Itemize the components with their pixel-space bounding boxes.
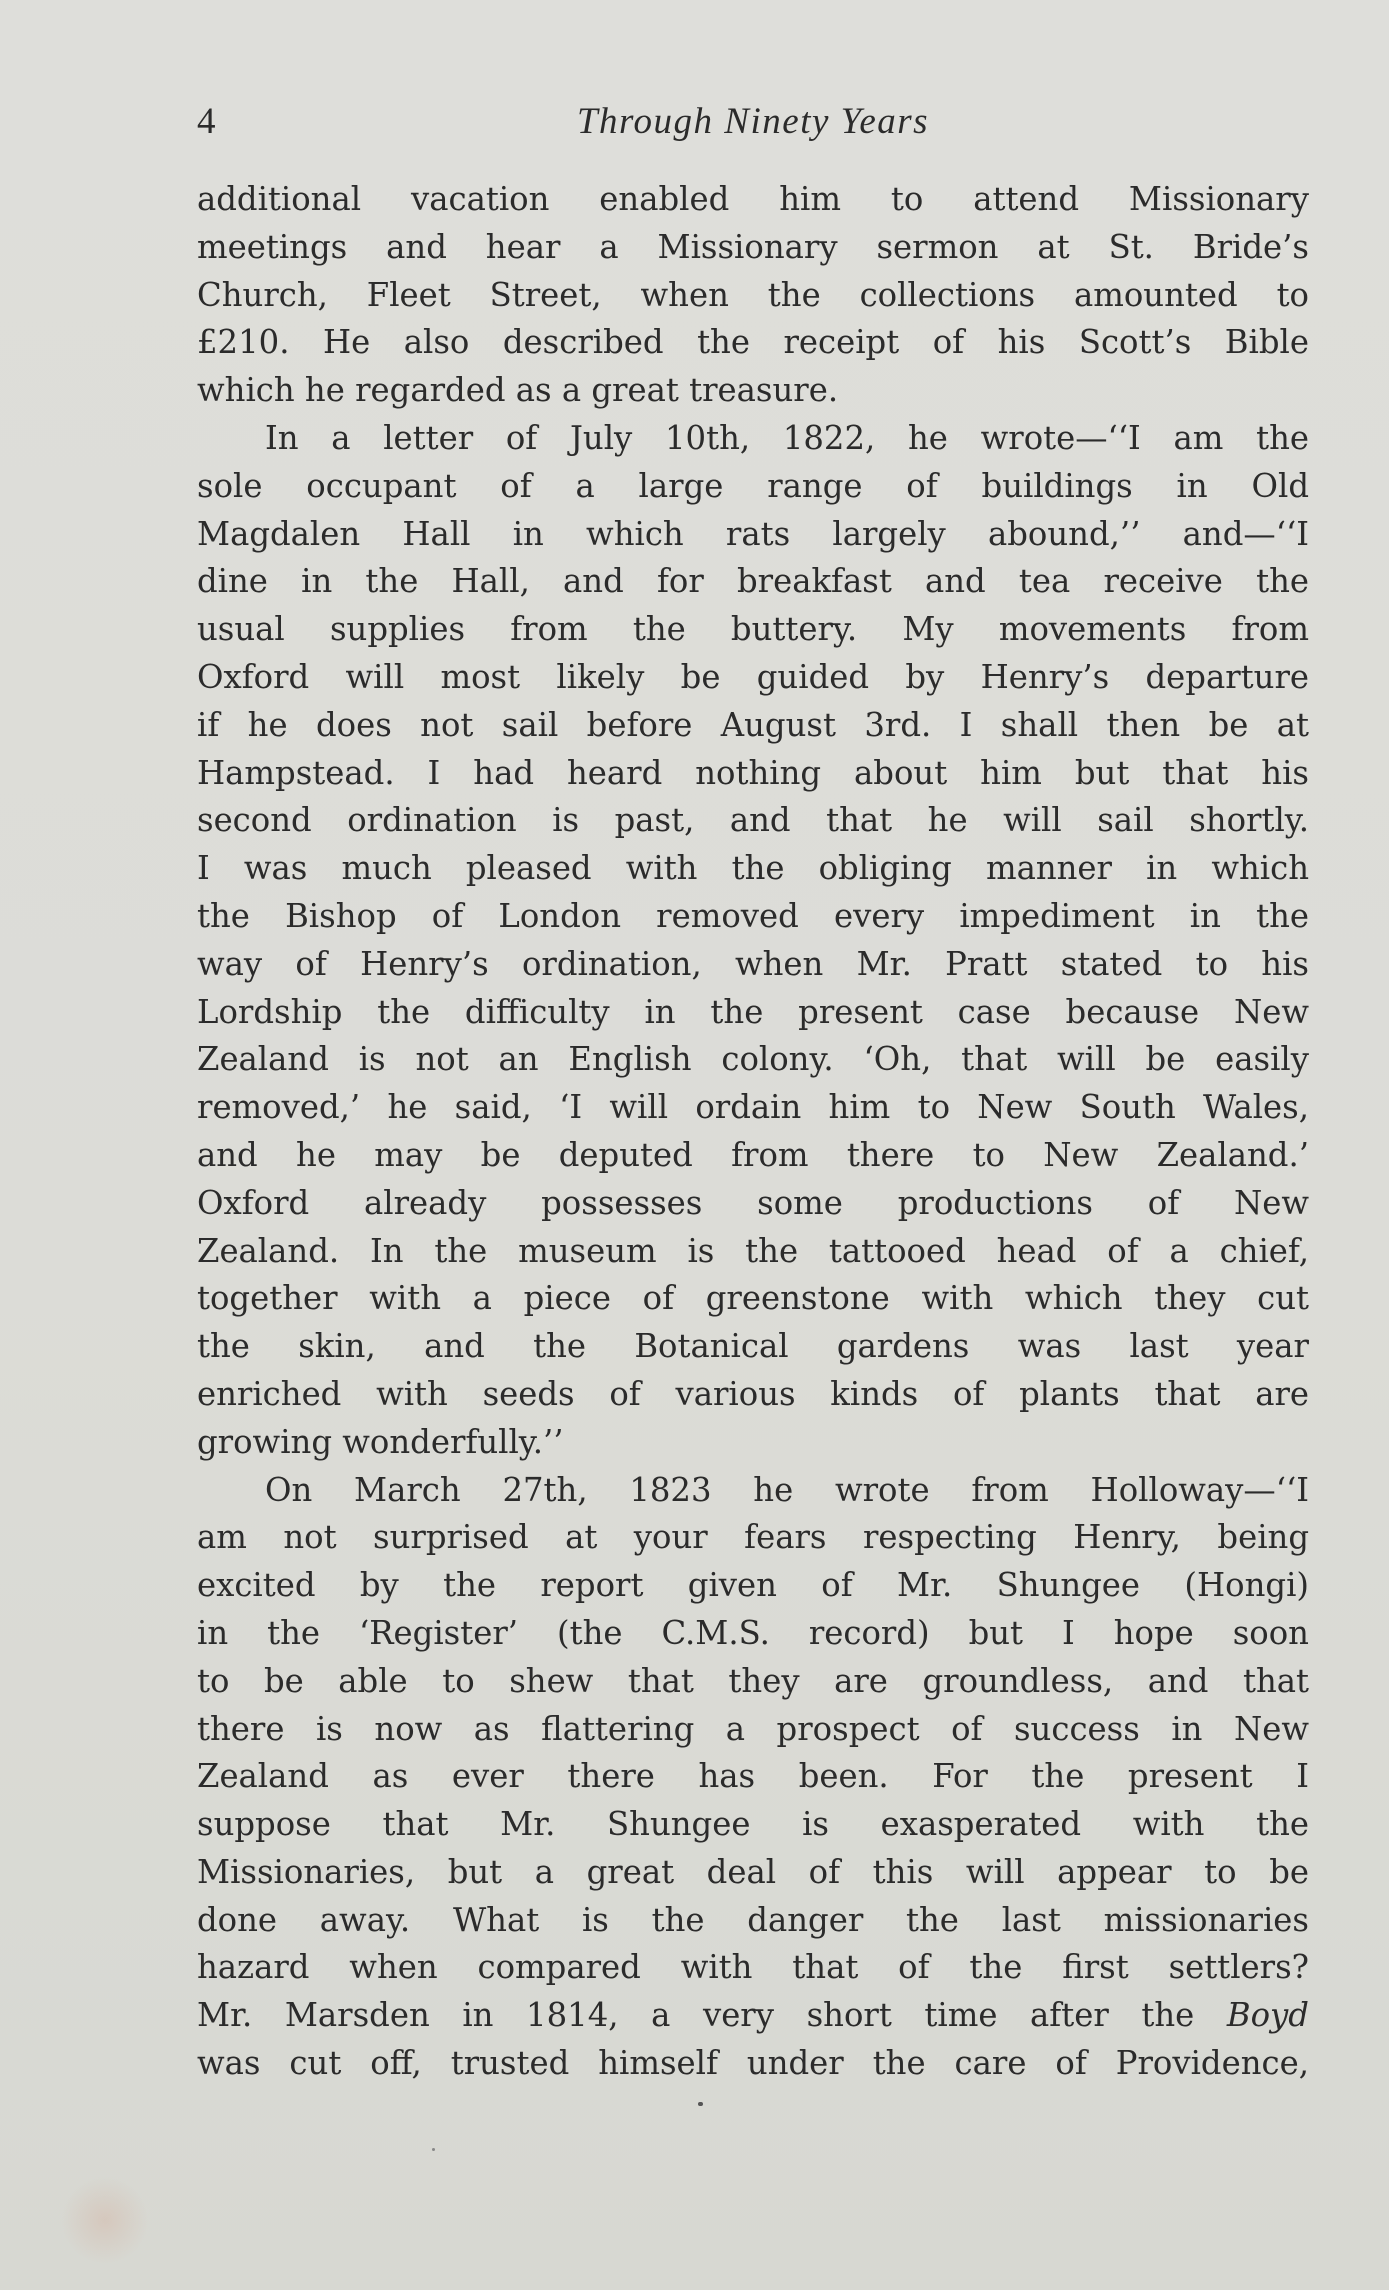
text-line: and he may be deputed from there to New Zealand.’ <box>197 1135 1309 1174</box>
text-line: am not surprised at your fears respecting Henry, being <box>197 1518 1309 1557</box>
text-line <box>197 1992 1309 2040</box>
text-line: I was much pleased with the obliging manner in which <box>197 849 1309 888</box>
paper-stain <box>60 2175 150 2265</box>
text-line: Zealand. In the museum is the tattooed head of a chief, <box>197 1231 1309 1270</box>
text-line: way of Henry’s ordination, when Mr. Pratt stated to his <box>197 944 1309 983</box>
text-line: together with a piece of greenstone with which they cut <box>197 1279 1309 1318</box>
body-text <box>197 176 1309 2088</box>
text-line: Zealand as ever there has been. For the present I <box>197 1757 1309 1796</box>
text-line: in the ‘Register’ (the C.M.S. record) but I hope soon <box>197 1613 1309 1652</box>
text-line: there is now as flattering a prospect of success in New <box>197 1709 1309 1748</box>
running-header <box>197 96 1309 148</box>
ink-speck <box>698 2102 703 2106</box>
text-line: which he regarded as a great treasure. <box>197 371 839 410</box>
text-line: Lordship the difficulty in the present case because New <box>197 992 1309 1031</box>
text-line: growing wonderfully.’’ <box>197 1422 564 1461</box>
text-line: Hampstead. I had heard nothing about him but that his <box>197 753 1309 792</box>
text-line: the Bishop of London removed every impediment in the <box>197 896 1309 935</box>
text-line: the skin, and the Botanical gardens was last year <box>197 1327 1309 1366</box>
text-line: sole occupant of a large range of buildings in Old <box>197 466 1309 505</box>
text-line: meetings and hear a Missionary sermon at St. Bride’s <box>197 227 1309 266</box>
text-line: second ordination is past, and that he will sail shortly. <box>197 801 1309 840</box>
text-line: Oxford will most likely be guided by Henry’s departure <box>197 657 1309 696</box>
text-line: hazard when compared with that of the first settlers? <box>197 1948 1309 1987</box>
paragraph-1 <box>197 176 1309 415</box>
text-line: to be able to shew that they are groundless, and that <box>197 1661 1309 1700</box>
text-line: was cut off, trusted himself under the care of Providence, <box>197 2044 1309 2083</box>
paragraph-2 <box>197 415 1309 1467</box>
text-line: removed,’ he said, ‘I will ordain him to New South Wales, <box>197 1088 1309 1127</box>
text-line: additional vacation enabled him to attend Missionary <box>197 180 1309 218</box>
page-number: 4 <box>197 101 216 142</box>
text-line: if he does not sail before August 3rd. I shall then be at <box>197 705 1309 744</box>
text-line: done away. What is the danger the last missionaries <box>197 1900 1309 1939</box>
text-line: £210. He also described the receipt of his Scott’s Bible <box>197 323 1309 362</box>
text-line: enriched with seeds of various kinds of plants that are <box>197 1374 1309 1413</box>
text-line: excited by the report given of Mr. Shungee (Hongi) <box>197 1566 1309 1605</box>
text-line: suppose that Mr. Shungee is exasperated with the <box>197 1805 1309 1844</box>
running-title: Through Ninety Years <box>576 101 930 142</box>
text-line: Missionaries, but a great deal of this will appear to be <box>197 1852 1309 1891</box>
text-line: Church, Fleet Street, when the collections amounted to <box>197 275 1309 314</box>
text-line: Zealand is not an English colony. ‘Oh, that will be easily <box>197 1040 1309 1079</box>
text-line: dine in the Hall, and for breakfast and tea receive the <box>197 562 1309 601</box>
ink-speck <box>432 2148 435 2151</box>
paragraph-3 <box>197 1467 1309 2088</box>
ship-name-boyd: Boyd <box>1226 1996 1309 2035</box>
text-line: In a letter of July 10th, 1822, he wrote—‘‘I am the <box>265 418 1309 457</box>
text-line: On March 27th, 1823 he wrote from Holloway—‘‘I <box>265 1470 1309 1509</box>
text-line: Magdalen Hall in which rats largely abound,’’ and—‘‘I <box>197 514 1309 553</box>
text-line: usual supplies from the buttery. My movements from <box>197 610 1309 649</box>
text-fragment: Mr. Marsden in 1814, a very short time after the <box>197 1996 1195 2035</box>
text-line: Oxford already possesses some productions of New <box>197 1183 1309 1222</box>
